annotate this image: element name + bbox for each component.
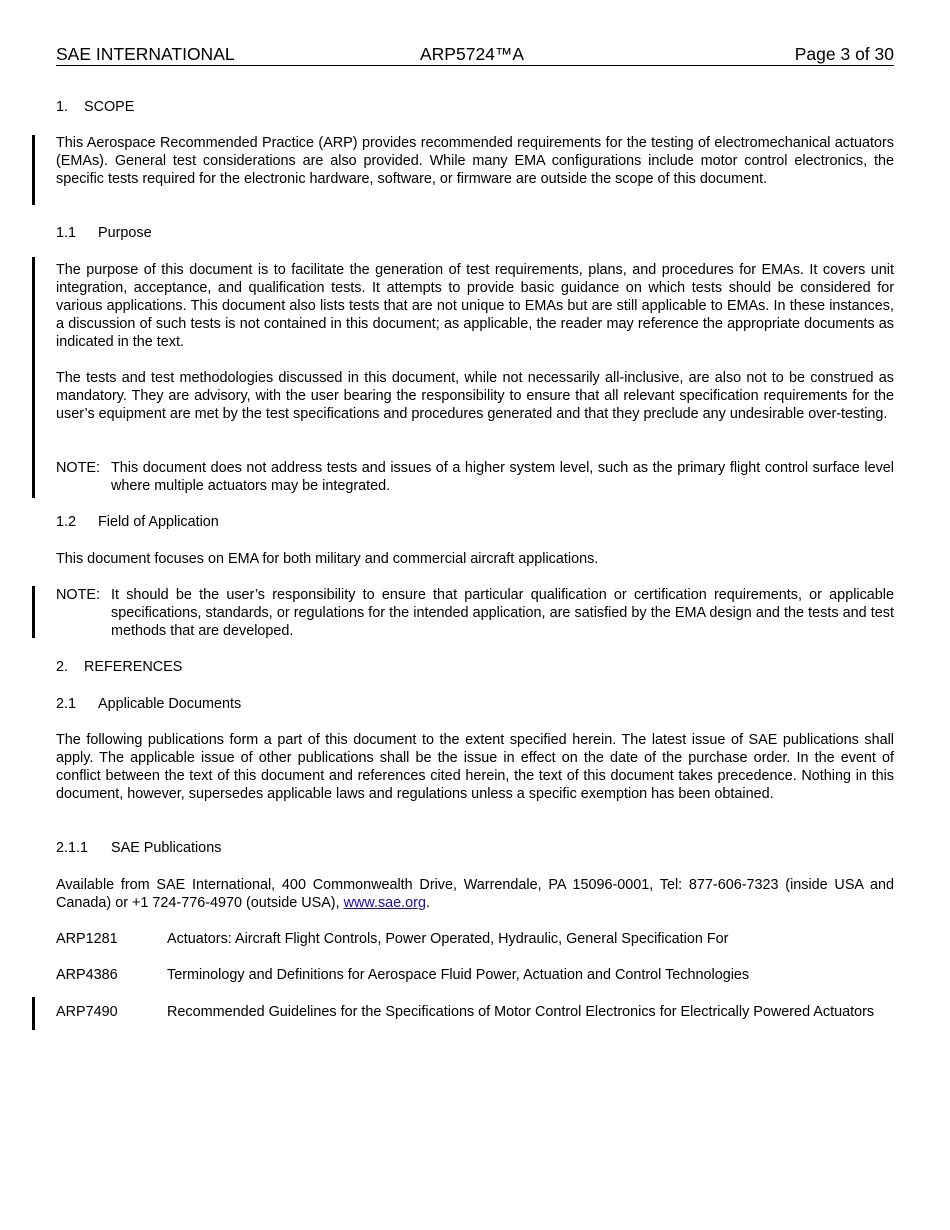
- page-header: [56, 44, 894, 66]
- purpose-paragraph-1: The purpose of this document is to facilitate the generation of test requirements, plans, and procedures for EMAs. It covers unit integration, acceptance, and qualification tests. It attempts to provide basic guidance on which tests should be considered for various applications. This document also lists tests that are not unique to EMAs but are still applicable to EMAs. In these instances, a discussion of such tests is not contained in this document; as applicable, the reader may reference the appropriate documents as indicated in the text.: [56, 262, 894, 350]
- page-number: Page 3 of 30: [794, 44, 894, 64]
- section-title: SAE Publications: [111, 840, 222, 856]
- note-label: NOTE:: [56, 460, 100, 476]
- section-number: 2.1.1: [56, 840, 89, 856]
- revision-bar-scope: [32, 135, 35, 205]
- revision-bar-field-note: [32, 586, 35, 638]
- sae-website-link[interactable]: www.sae.org: [343, 895, 426, 911]
- reference-title: Terminology and Definitions for Aerospace Fluid Power, Actuation and Control Technologies: [167, 967, 750, 983]
- field-note: [56, 586, 894, 640]
- section-heading-scope: [56, 98, 894, 116]
- purpose-paragraph-2: The tests and test methodologies discussed in this document, while not necessarily all-inclusive, are also not to be construed as mandatory. They are advisory, with the user bearing the responsibility to ensure that all relevant specification requirements for the user’s equipment are met by the test specifications and procedures generated and that they preclude any undesirable over-testing.: [56, 370, 894, 422]
- note-label: NOTE:: [56, 587, 100, 603]
- reference-item: [56, 1003, 894, 1021]
- section-heading-field-of-application: [56, 513, 894, 531]
- note-text: This document does not address tests and issues of a higher system level, such as the primary flight control surface level where multiple actuators may be integrated.: [111, 460, 894, 494]
- publisher-name: SAE INTERNATIONAL: [56, 44, 235, 64]
- reference-code: ARP7490: [56, 1004, 118, 1020]
- section-title: Purpose: [98, 225, 152, 241]
- note-text: It should be the user’s responsibility to ensure that particular qualification or certification requirements, or applicable specifications, standards, or regulations for the intended application, are satisfied by the EMA design and the tests and test methods that are developed.: [111, 587, 894, 639]
- revision-bar-purpose: [32, 257, 35, 498]
- reference-code: ARP4386: [56, 967, 118, 983]
- section-number: 1.: [56, 99, 69, 115]
- sae-availability-paragraph: [56, 876, 894, 912]
- section-number: 1.2: [56, 514, 77, 530]
- purpose-note: [56, 459, 894, 495]
- section-title: SCOPE: [84, 99, 135, 115]
- field-paragraph: This document focuses on EMA for both military and commercial aircraft applications.: [56, 551, 599, 567]
- section-heading-purpose: [56, 224, 894, 242]
- section-title: Applicable Documents: [98, 696, 242, 712]
- section-heading-sae-publications: [56, 839, 894, 857]
- reference-item: [56, 930, 894, 948]
- reference-title: Actuators: Aircraft Flight Controls, Power Operated, Hydraulic, General Specification For: [167, 931, 729, 947]
- availability-end: .: [425, 895, 430, 911]
- section-heading-applicable-documents: [56, 695, 894, 713]
- section-number: 2.: [56, 659, 69, 675]
- section-title: Field of Application: [98, 514, 219, 530]
- reference-item: [56, 966, 894, 984]
- section-heading-references: [56, 658, 894, 676]
- document-number: ARP5724™A: [420, 44, 525, 64]
- revision-bar-arp7490: [32, 997, 35, 1030]
- availability-text: Available from SAE International, 400 Commonwealth Drive, Warrendale, PA 15096-0001, Tel: 877-606-7323 (inside USA and Canada) or +1 724-776-4970 (outside USA),: [56, 877, 894, 911]
- reference-code: ARP1281: [56, 931, 118, 947]
- section-title: REFERENCES: [84, 659, 183, 675]
- applicable-documents-paragraph: The following publications form a part of this document to the extent specified herein. The latest issue of SAE publications shall apply. The applicable issue of other publications shall be the issue in effect on the date of the purchase order. In the event of conflict between the text of this document and references cited herein, the text of this document takes precedence. Nothing in this document, however, supersedes applicable laws and regulations unless a specific exemption has been obtained.: [56, 732, 894, 802]
- reference-title: Recommended Guidelines for the Specifications of Motor Control Electronics for Electrically Powered Actuators: [167, 1004, 875, 1020]
- section-number: 1.1: [56, 225, 77, 241]
- section-number: 2.1: [56, 696, 77, 712]
- scope-paragraph: This Aerospace Recommended Practice (ARP) provides recommended requirements for the testing of electromechanical actuators (EMAs). General test considerations are also provided. While many EMA configurations include motor control electronics, the specific tests required for the electronic hardware, software, or firmware are outside the scope of this document.: [56, 135, 894, 187]
